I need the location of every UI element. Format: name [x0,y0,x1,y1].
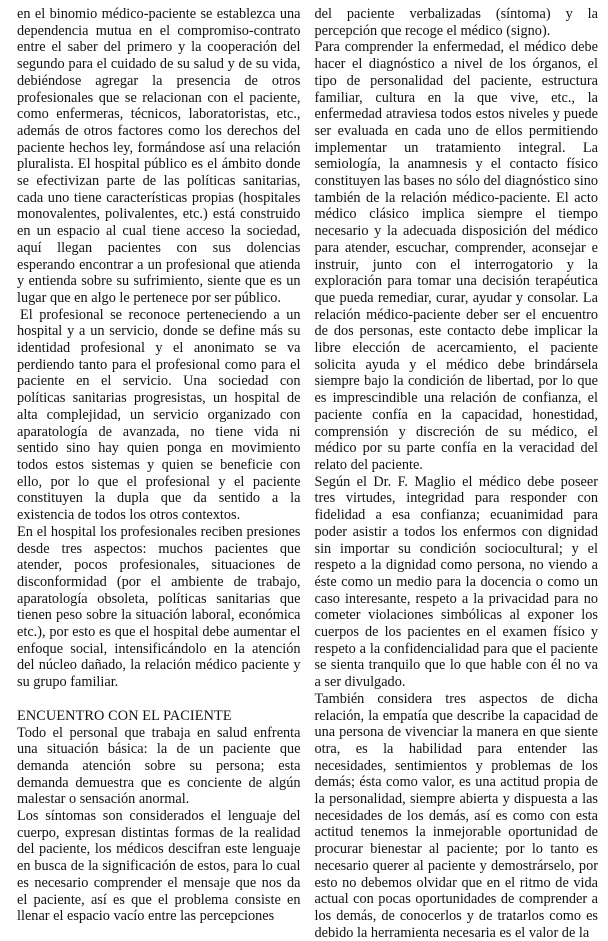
paragraph-percepcion: del paciente verbalizadas (síntoma) y la percepción que recoge el médico (signo). [314,6,598,39]
section-spacer [17,691,301,708]
paragraph-profesional: El profesional se reconoce perteneciendo a un hospital y a un servicio, donde se define más su identidad profesional y el anonimato se va perdiendo tanto para el profesional como para el paciente en el servicio. Una sociedad con políticas sanitarias progresistas, un hospital de alta complejidad, un servicio organizado con aparatología de avanzada, no tiene vida ni sentido sino hay quien ponga en movimiento todos estos sistemas y quien se beneficie con ello, por lo que el profesional y el paciente constituyen la dupla que da sentido a la existencia de todos los otros contextos. [17,306,301,524]
paragraph-maglio: Según el Dr. F. Maglio el médico debe poseer tres virtudes, integridad para responder con fidelidad a esa confianza; ecuanimidad para poder asistir a todos los enfermos con dignidad sin importar su condición sociocultural; y el respeto a la dignidad como persona, no viendo a éste como un medio para la docencia o como un caso interesante, respeto a la privacidad para no cometer violaciones simbólicas al exponer los cuerpos de los pacientes en el examen físico y respeto a la confidencialidad para que el paciente se sienta tranquilo que lo que hable con él no va a ser divulgado. [314,473,598,691]
section-heading: ENCUENTRO CON EL PACIENTE [17,707,232,724]
paragraph-presiones: En el hospital los profesionales reciben presiones desde tres aspectos: muchos pacientes que atender, pocos profesionales, situaciones de disconformidad (por el ambiente de trabajo, aparatología obsoleta, políticas sanitarias que tienen peso sobre la situación laboral, económica etc.), por esto es que el hospital debe aumentar el enfoque social, intensificándolo en la atención del núcleo dañado, la relación médico paciente y su grupo familiar. [17,523,301,691]
paragraph-enfermedad: Para comprender la enfermedad, el médico debe hacer el diagnóstico a nivel de los órganos, el tipo de personalidad del paciente, estructura familiar, cultura en la que vive, etc., la enfermedad atraviesa todos estos niveles y puede ser evaluada en cada uno de ellos permitiendo implementar un tratamiento integral. La semiología, la anamnesis y el contacto físico constituyen las bases no sólo del diagnóstico sino también de la relación médico-paciente. El acto médico clásico implica siempre el tiempo necesario y la adecuada disposición del médico para atender, escuchar, comprender, aconsejar e instruir, junto con el interrogatorio y la exploración para tomar una decisión terapéutica que pueda remediar, curar, ayudar y consolar. La relación médico-paciente deber ser el encuentro de dos personas, este contacto debe implicar la libre elección de acercamiento, el paciente solicita ayuda y el médico debe brindársela siempre bajo la condición de libertad, por lo que es imprescindible una relación de confianza, el paciente confía en la capacidad, honestidad, comprensión y discreción de su médico, el médico por su parte confía en la veracidad del relato del paciente. [314,39,598,473]
left-column [17,6,301,925]
paragraph-situacion-basica: Todo el personal que trabaja en salud enfrenta una situación básica: la de un paciente que demanda atención sobre su persona; esta demanda demuestra que es conciente de algún malestar o sensación anormal. [17,724,301,808]
paragraph-sintomas: Los síntomas son considerados el lenguaje del cuerpo, expresan distintas formas de la realidad del paciente, los médicos descifran este lenguaje en busca de la significación de estos, para lo cual es necesario comprender el mensaje que nos da el paciente, así es que el problema consiste en llenar el espacio vacío entre las percepciones [17,808,301,925]
right-column [314,6,599,941]
paragraph-empatia: También considera tres aspectos de dicha relación, la empatía que describe la capacidad de una persona de vivenciar la manera en que siente otra, es la habilidad para entender las necesidades, sentimientos y problemas de los demás; ésta como valor, es una actitud propia de la personalidad, siempre abierta y dispuesta a las necesidades de los demás, así es como con esta actitud tenemos la inmejorable oportunidad de procurar bienestar al paciente; por lo tanto es necesario querer al paciente y demostrárselo, por esto no debemos olvidar que en el ritmo de vida actual con pocas oportunidades de comprender a los demás, de conocerlos y de tratarlos como es debido la herramienta necesaria es el valor de la [314,690,598,941]
paragraph-binomio: en el binomio médico-paciente se establezca una dependencia mutua en el compromiso-contrato entre el saber del primero y la cooperación del segundo para el cuidado de su salud y de su vida, debiéndose agregar la presencia de otros profesionales que se relacionan con el paciente, como enfermeras, técnicos, laboratoristas, etc., además de otros factores como los derechos del paciente hechos ley, formándose así una relación pluralista. El hospital público es el ámbito donde se efectivizan parte de las políticas sanitarias, cada uno tiene características propias (hospitales monovalentes, polivalentes, etc.) está construido en un espacio al cual tiene acceso la sociedad, aquí llegan pacientes con sus dolencias esperando encontrar a un profesional que atienda y entienda sobre su sufrimiento, siente que es un lugar que en algo le pertenece por ser público. [17,6,301,306]
